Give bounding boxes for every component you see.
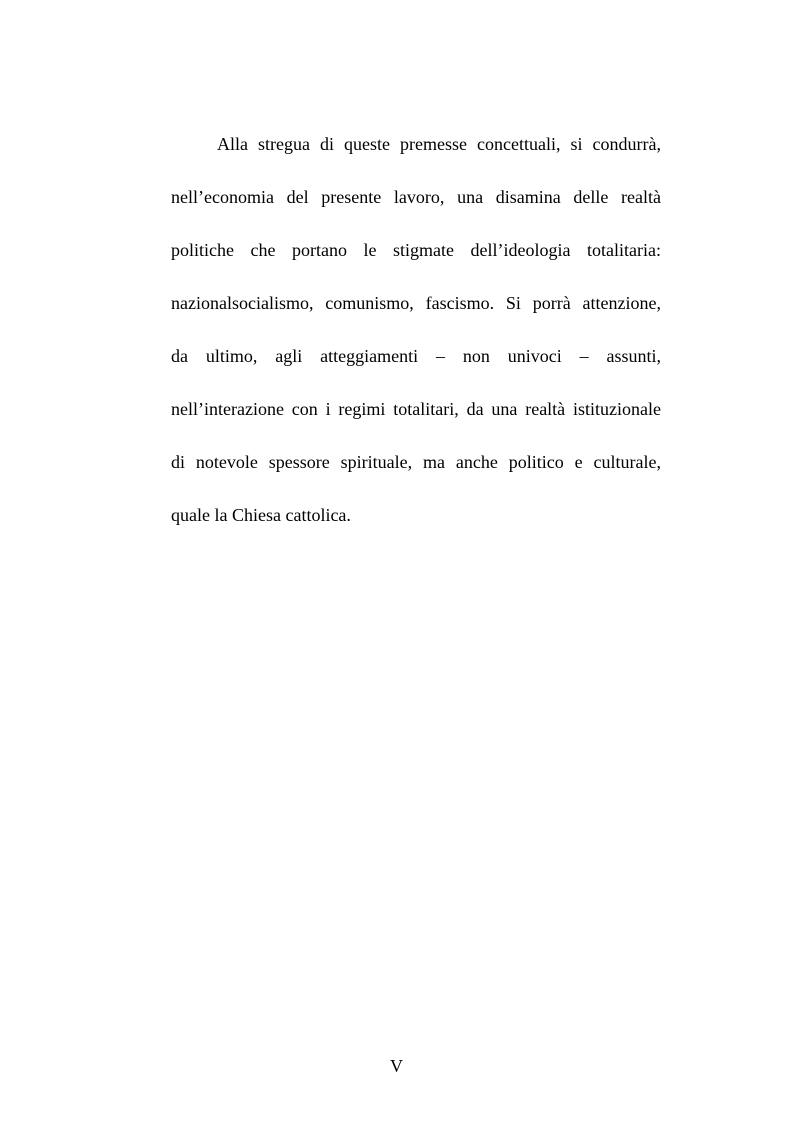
paragraph-line: di notevole spessore spirituale, ma anche politico e culturale, (171, 452, 661, 472)
paragraph-line: nazionalsocialismo, comunismo, fascismo. Si porrà attenzione, (171, 293, 661, 313)
paragraph-line: Alla stregua di queste premesse concettuali, si condurrà, (217, 134, 661, 154)
body-paragraph (171, 126, 661, 550)
paragraph-line: da ultimo, agli atteggiamenti – non univoci – assunti, (171, 346, 661, 366)
paragraph-line: quale la Chiesa cattolica. (171, 505, 351, 525)
paragraph-line: politiche che portano le stigmate dell’ideologia totalitaria: (171, 240, 661, 260)
paragraph-line: nell’economia del presente lavoro, una disamina delle realtà (171, 187, 661, 207)
paragraph-line: nell’interazione con i regimi totalitari, da una realtà istituzionale (171, 399, 661, 419)
page-number: V (390, 1056, 403, 1076)
